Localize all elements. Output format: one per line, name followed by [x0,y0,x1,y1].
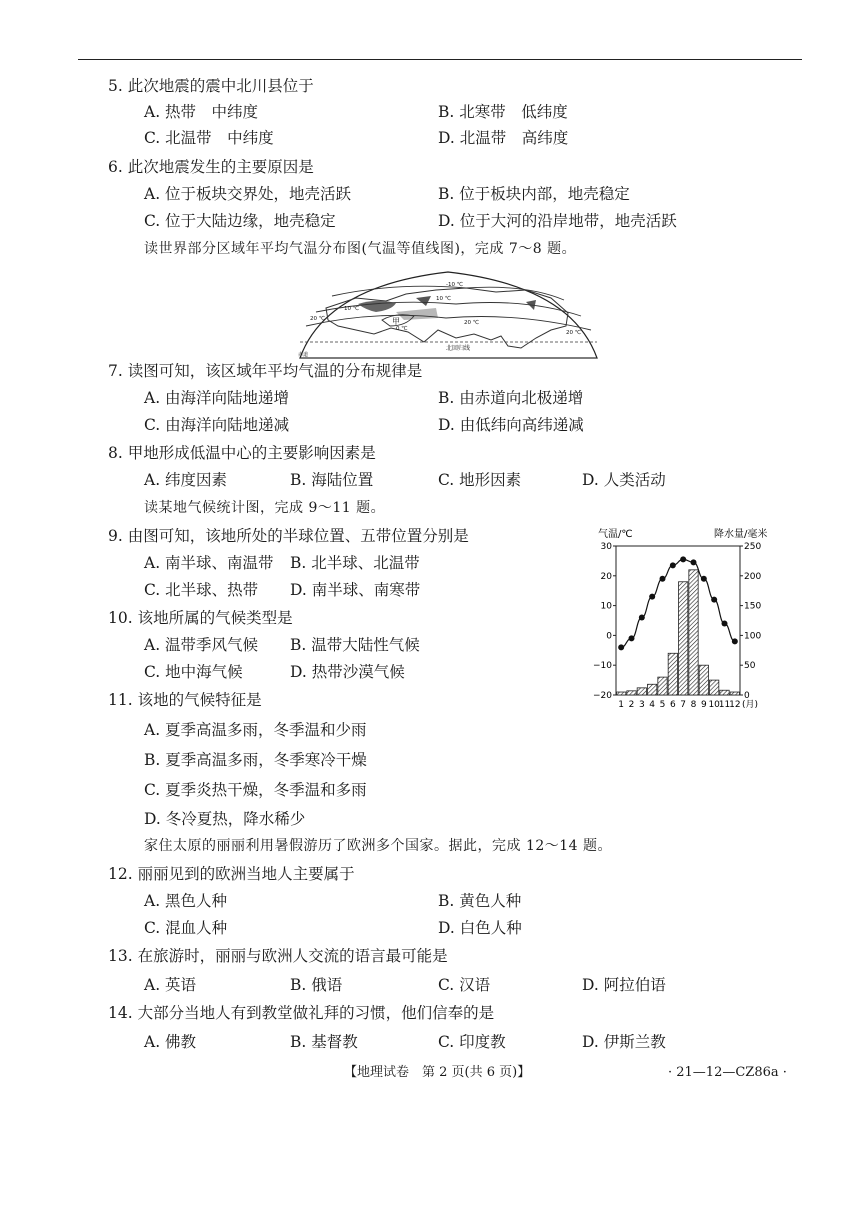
month-tick-label: 2 [628,700,635,710]
temperature-point [680,556,686,562]
q8-option-d: D. 人类活动 [582,471,666,489]
q13-option-b: B. 俄语 [290,976,343,994]
temperature-tick-label: −20 [593,691,612,701]
month-tick-label: 8 [690,700,697,710]
temperature-point [701,576,707,582]
q11-option-b: B. 夏季高温多雨，冬季寒冷干燥 [144,751,367,769]
q10-option-c: C. 地中海气候 [144,663,243,681]
precipitation-bar [637,688,646,695]
precipitation-tick-label: 0 [744,691,750,701]
temperature-point [722,620,728,626]
precipitation-bar [658,677,667,695]
month-tick-label: 7 [680,700,687,710]
precipitation-axis-label: 降水量/毫米 [714,529,768,540]
temperature-tick-label: 10 [600,601,612,612]
isotherm-label: 20 ℃ [464,320,479,326]
intro-q9-11: 读某地气候统计图，完成 9～11 题。 [144,500,386,516]
isotherm-label: -10 ℃ [446,282,463,288]
q9-option-d: D. 南半球、南寒带 [290,581,421,599]
q7-option-b: B. 由赤道向北极递增 [438,389,584,407]
temperature-tick-label: 20 [600,571,612,582]
q14-stem: 14. 大部分当地人有到教堂做礼拜的习惯，他们信奉的是 [108,1004,495,1022]
precipitation-bar [679,582,688,695]
temperature-point [711,597,717,603]
precipitation-bar [648,684,657,695]
q6-option-c: C. 位于大陆边缘，地壳稳定 [144,212,336,230]
climate-chart [590,526,780,716]
q12-option-a: A. 黑色人种 [144,892,228,910]
isotherm-label: 20 ℃ [566,330,581,336]
precipitation-tick-label: 200 [744,571,762,582]
q14-option-a: A. 佛教 [144,1033,197,1051]
q12-option-b: B. 黄色人种 [438,892,522,910]
q14-option-c: C. 印度教 [438,1033,506,1051]
temperature-point [670,562,676,568]
q13-stem: 13. 在旅游时，丽丽与欧洲人交流的语言最可能是 [108,947,448,965]
precipitation-tick-label: 50 [744,661,756,672]
precipitation-tick-label: 250 [744,542,762,552]
month-tick-label: 4 [649,700,656,710]
q6-option-b: B. 位于板块内部，地壳稳定 [438,185,630,203]
q8-option-a: A. 纬度因素 [144,471,228,489]
q6-stem: 6. 此次地震发生的主要原因是 [108,158,314,176]
q7-stem: 7. 读图可知，该区域年平均气温的分布规律是 [108,362,423,380]
q8-option-b: B. 海陆位置 [290,471,374,489]
month-tick-label: 5 [659,700,666,710]
precipitation-bar [730,692,739,695]
q9-stem: 9. 由图可知，该地所处的半球位置、五带位置分别是 [108,527,469,545]
q9-option-c: C. 北半球、热带 [144,581,259,599]
temperature-isotherm-map [296,268,601,360]
q7-option-d: D. 由低纬向高纬递减 [438,416,584,434]
temperature-point [660,576,666,582]
temperature-axis-label: 气温/℃ [598,529,633,540]
map-label-tropic: 北回归线 [446,345,471,352]
precipitation-bar [689,570,698,695]
precipitation-bar [710,680,719,695]
isotherm-label: 0 ℃ [396,326,408,332]
q12-option-d: D. 白色人种 [438,919,522,937]
q9-option-b: B. 北半球、北温带 [290,554,420,572]
isotherm-label: 20 ℃ [310,316,325,322]
temperature-point [629,635,635,641]
temperature-point [732,638,738,644]
month-tick-label: 12 [729,700,741,710]
isotherm-label: 10 ℃ [436,296,451,302]
paper-code: · 21—12—CZ86a · [668,1065,787,1080]
intro-q12-14: 家住太原的丽丽利用暑假游历了欧洲多个国家。据此，完成 12～14 题。 [144,838,613,854]
month-tick-label: 10 [708,700,720,710]
q11-stem: 11. 该地的气候特征是 [108,691,262,709]
q10-option-d: D. 热带沙漠气候 [290,663,405,681]
q7-option-c: C. 由海洋向陆地递减 [144,416,290,434]
month-tick-label: 1 [618,700,625,710]
q13-option-a: A. 英语 [144,976,197,994]
q11-option-c: C. 夏季炎热干燥，冬季温和多雨 [144,781,367,799]
q5-option-b: B. 北寒带 低纬度 [438,103,568,121]
temperature-tick-label: 0 [606,631,612,642]
q14-option-d: D. 伊斯兰教 [582,1033,666,1051]
page-footer: 【地理试卷 第 2 页(共 6 页)】 [344,1065,531,1080]
q10-stem: 10. 该地所属的气候类型是 [108,609,293,627]
q6-option-a: A. 位于板块交界处，地壳活跃 [144,185,352,203]
precipitation-bar [699,665,708,695]
precipitation-bar [627,691,636,695]
q8-option-c: C. 地形因素 [438,471,522,489]
q10-option-a: A. 温带季风气候 [144,636,259,654]
q14-option-b: B. 基督教 [290,1033,358,1051]
map-label-jia: 甲 [392,317,400,326]
q5-option-c: C. 北温带 中纬度 [144,129,274,147]
temperature-line [621,559,735,647]
month-unit-label: (月) [742,700,759,710]
top-rule [78,59,802,60]
q12-option-c: C. 混血人种 [144,919,228,937]
precipitation-tick-label: 150 [744,601,762,612]
temperature-point [649,594,655,600]
q11-option-a: A. 夏季高温多雨，冬季温和少雨 [144,721,367,739]
intro-q7-8: 读世界部分区域年平均气温分布图(气温等值线图)，完成 7～8 题。 [144,241,577,257]
q11-option-d: D. 冬冷夏热，降水稀少 [144,810,306,828]
month-tick-label: 11 [718,700,731,710]
month-tick-label: 3 [638,700,645,710]
precipitation-tick-label: 100 [744,631,762,642]
q7-option-a: A. 由海洋向陆地递增 [144,389,290,407]
q13-option-d: D. 阿拉伯语 [582,976,666,994]
q6-option-d: D. 位于大河的沿岸地带，地壳活跃 [438,212,677,230]
q5-option-a: A. 热带 中纬度 [144,103,259,121]
temperature-point [639,615,645,621]
precipitation-bar [668,653,677,695]
q13-option-c: C. 汉语 [438,976,491,994]
precipitation-bar [720,690,729,695]
q5-stem: 5. 此次地震的震中北川县位于 [108,77,314,95]
month-tick-label: 9 [700,700,707,710]
q5-option-d: D. 北温带 高纬度 [438,129,569,147]
month-tick-label: 6 [669,700,676,710]
q10-option-b: B. 温带大陆性气候 [290,636,420,654]
temperature-tick-label: 30 [600,542,612,552]
map-label-equator: 赤道 [298,352,309,358]
temperature-point [618,644,624,650]
q12-stem: 12. 丽丽见到的欧洲当地人主要属于 [108,865,355,883]
precipitation-bar [617,692,626,695]
q9-option-a: A. 南半球、南温带 [144,554,274,572]
temperature-point [691,559,697,565]
isotherm-label: 10 ℃ [344,306,359,312]
temperature-tick-label: −10 [593,661,612,672]
q8-stem: 8. 甲地形成低温中心的主要影响因素是 [108,444,376,462]
